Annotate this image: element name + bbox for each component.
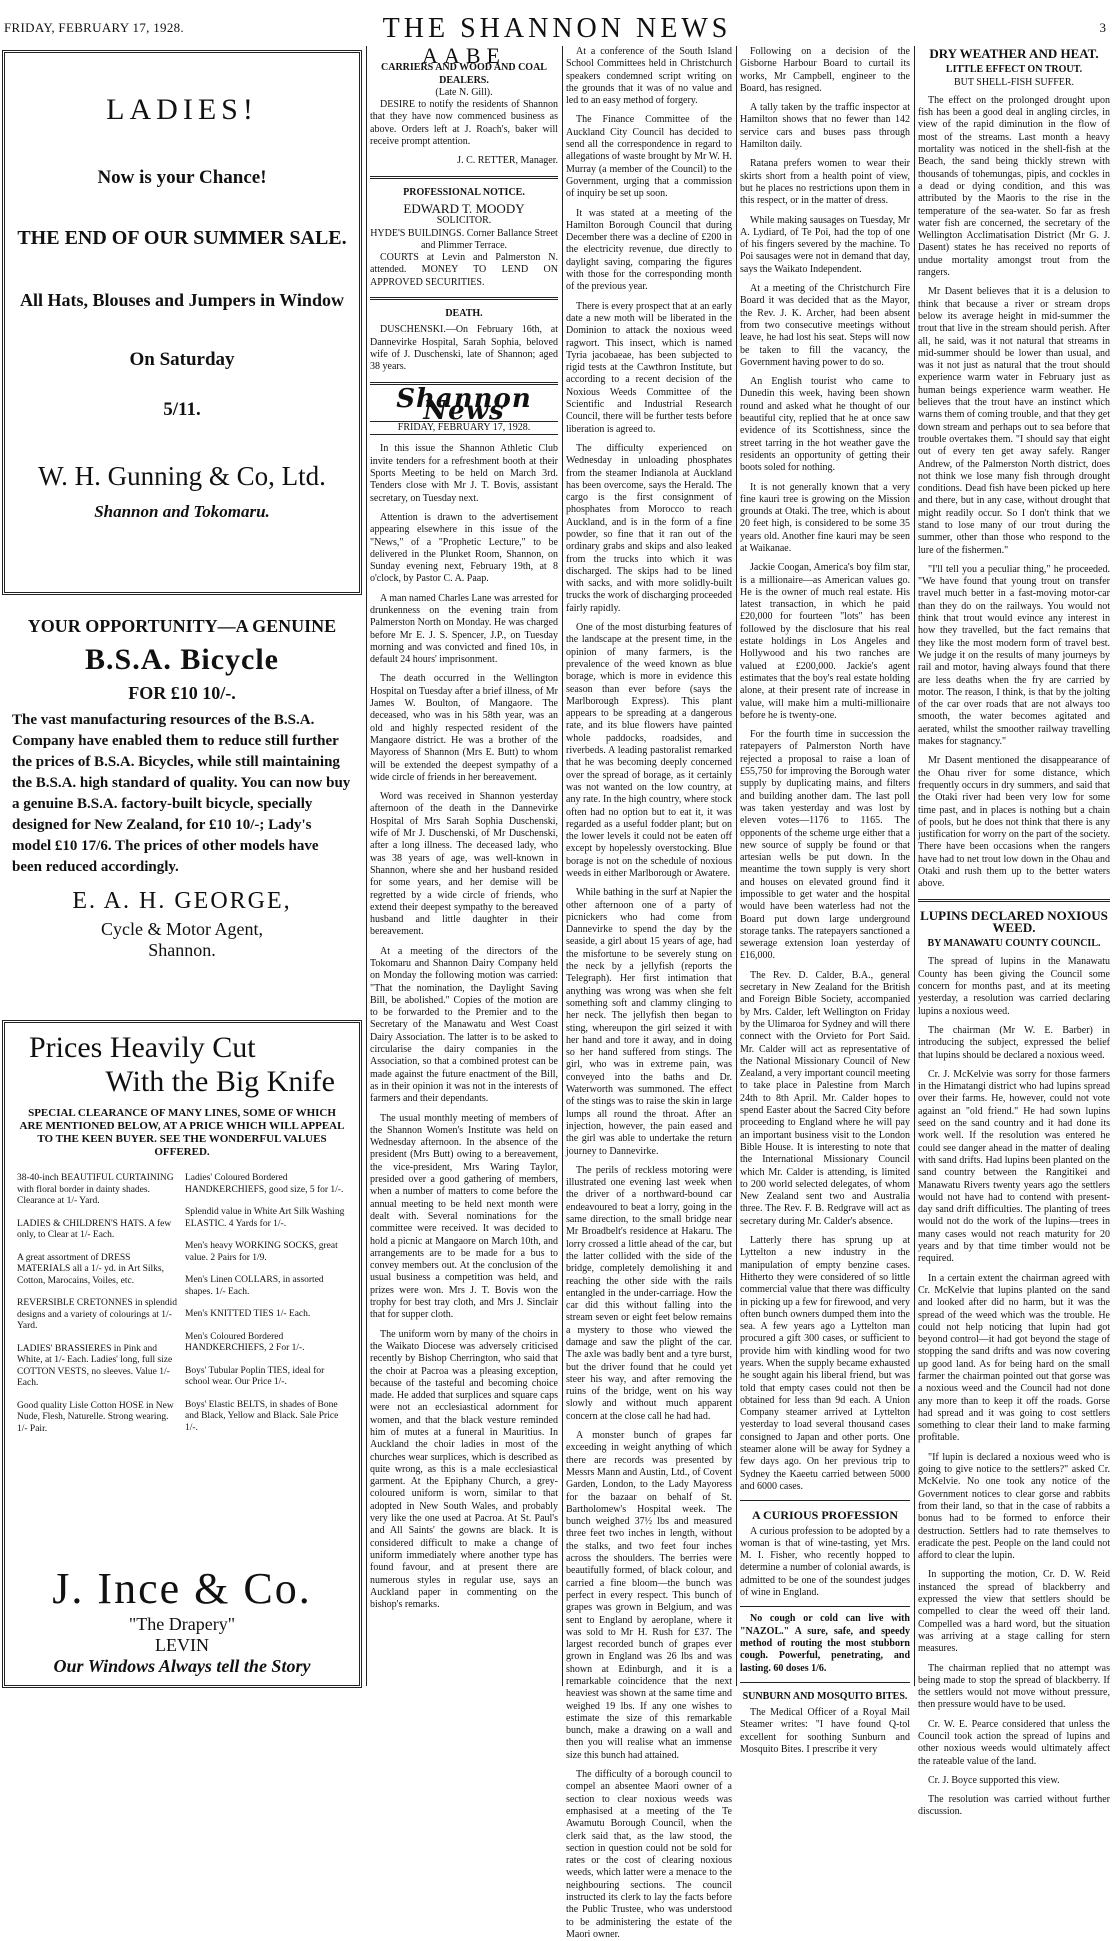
lupins-subtitle: BY MANAWATU COUNTY COUNCIL.: [927, 938, 1101, 950]
article-paragraph: While bathing in the surf at Napier the other afternoon one of a party of picnickers who had come from Dannevirke to spend the day by the seaside, a girl about 15 years of age, had the misfortune to be severely stung on the neck by a jellyfish (reports the Telegraph). Her first intimation that anything was wrong was when she felt something soft and clammy clinging to her neck. The jellyfish then began to sting, whereupon the girl seized it with her hand and tore it away, and in doing so her hand suffered from stings. The girl, who was in extreme pain, was conveyed into the baths and Dr. Waterworth was summoned. The effect of the stings was to raise the skin in large lumps all round the throat. After an injection, however, the pain eased and the girl was able to undertake the return journey to Dannevirke.: [566, 887, 732, 1157]
ad-line: YOUR OPPORTUNITY—A GENUINE: [27, 616, 337, 636]
article-paragraph: Attention is drawn to the advertisement appearing elsewhere in this issue of the "News," of a "Prophetic Lecture," to be delivered in the Plunket Room, Shannon, on Sunday evening next, February 19th, at 8 o'clock, by Pastor C. A. Paap.: [370, 511, 558, 585]
divider: [740, 1500, 910, 1501]
aabe-title: AABE: [422, 43, 506, 68]
ad-line: Now is your Chance!: [97, 167, 267, 188]
divider: [740, 1682, 910, 1683]
ad-headline: Prices Heavily Cut: [29, 1031, 256, 1064]
aabe-body: DESIRE to notify the residents of Shannon that they have now commenced business as above. Orders left at J. Roach's, baker will receive prompt attention.: [370, 99, 558, 148]
article-paragraph: An English tourist who came to Dunedin this week, having been shown round and asked what he thought of our beautiful city, replied that he at once saw evidence of its Scottishness, since the street tarring in the hot weather gave the residents an opportunity of getting their boots soled for nothing.: [740, 376, 910, 474]
article-paragraph: One of the most disturbing features of the landscape at the present time, in the opinion of many farmers, is the prevalence of the weed known as blue borage, which is more in evidence this season than ever before (says the Marlborough Express). This plant appears to be spreading at a dangerous rate, and its blue flowers have painted whole paddocks, roadsides, and riverbeds. A leading pastoralist remarked that he was becoming deeply concerned over the spread of borage, as it certainly was not wanted on the low country, at any rate. In the high country, where stock often had no option but to eat it, it was regarded as a useful fodder plant; but on the lower levels it could not be eaten off except by hopelessly overstocking. Blue borage is not on the schedule of noxious weeds in either Marlborough or Awatere.: [566, 622, 732, 879]
article-paragraph: "I'll tell you a peculiar thing," he proceeded. "We have found that young trout on transfer travel much better in a fast-moving motor-car than they do on the railways. You would not think that trout would evince any interest in how they travelled, but the fact remains that they like the most modern form of travel best. We judge it on the results of many journeys by rail and motor, having always found that there are less deaths when the fry are carried by motor. The reason, I think, is that by the jolting of the car over roads that are not always too smooth, the water becomes agitated and aerated, whilst the smoother railway travelling makes for stagnancy.": [918, 563, 1110, 748]
ad-town: Shannon.: [148, 940, 216, 960]
article-paragraph: For the fourth time in succession the ratepayers of Palmerston North have rejected a proposal to raise a loan of £55,750 for improving the Borough water supply by duplicating mains, and filters and building another dam. The last poll was taken yesterday and was lost by eleven votes—1176 to 1165. The opponents of the scheme urge either that a new source of supply be found or that artesian wells be put down. In the meantime the town supply is very short and houses on elevated ground find it impossible to get water and the hospital would have been waterless had not the Board put down large underground storage tanks. The ratepayers sanctioned a sewerage extension loan yesterday of £16,000.: [740, 729, 910, 962]
ad-headline: B.S.A. Bicycle: [85, 643, 279, 676]
column-3: [566, 46, 732, 1940]
offer-item: Men's heavy WORKING SOCKS, great value. 2 Pairs for 1/9.: [185, 1241, 338, 1263]
article-paragraph: In supporting the motion, Cr. D. W. Reid instanced the spread of blackberry and expressed the view that settlers should be compelled to clear the weed off their land. Compelled was a hard word, but the situation was arriving at a stage calling for stern measures.: [918, 1569, 1110, 1655]
divider: [370, 297, 558, 300]
column-2: [370, 43, 558, 1688]
offer-item: 38-40-inch BEAUTIFUL CURTAINING with floral border in dainty shades. Clearance at 1/- Yard.: [17, 1173, 174, 1206]
aabe-late: (Late N. Gill).: [435, 86, 493, 98]
ad-intro: SPECIAL CLEARANCE OF MANY LINES, SOME OF WHICH ARE MENTIONED BELOW, AT A PRICE WHICH WILL APPEAL TO THE KEEN BUYER. SEE THE WONDERFUL VALUES OFFERED.: [19, 1107, 345, 1158]
article-paragraph: Following on a decision of the Gisborne Harbour Board to curtail its works, Mr Campbell, engineer to the Board, has resigned.: [740, 46, 910, 94]
article-paragraph: The Finance Committee of the Auckland City Council has decided to send all the correspondence in regard to allegations of waste brought by Mr W. H. Murray (a member of the Council) to the Government, urging that a commission of inquiry be set up soon.: [566, 114, 732, 200]
professional-name: EDWARD T. MOODY: [403, 200, 525, 216]
ad-firm: W. H. Gunning & Co, Ltd.: [38, 461, 326, 491]
ad-body: The vast manufacturing resources of the B.S.A. Company have enabled them to reduce still further the prices of B.S.A. Bicycles, while still maintaining the B.S.A. high standard of quality. You can now buy a genuine B.S.A. factory-built bicycle, specially designed for New Zealand, for £10 10/-; Lady's model £10 17/6. The prices of other models have been reduced accordingly.: [12, 712, 351, 875]
article-paragraph: A tally taken by the traffic inspector at Hamilton shows that no fewer than 142 service cars and buses pass through Hamilton daily.: [740, 102, 910, 151]
article-paragraph: At a meeting of the Christchurch Fire Board it was decided that as the Mayor, the Rev. J. K. Archer, had been absent from two consecutive meetings without leave, he had lost his seat. Steps will now be taken to fill the vacancy, the Government having power to do so.: [740, 283, 910, 368]
article-paragraph: In this issue the Shannon Athletic Club invite tenders for a refreshment booth at their Sports Meeting to be held on March 3rd. Tenders close with Mr J. T. Bovis, assistant secretary, on Tuesday next.: [370, 443, 558, 504]
article-subtitle: LITTLE EFFECT ON TROUT.: [945, 64, 1083, 76]
offer-item: Boys' Elastic BELTS, in shades of Bone and Black, Yellow and Black. Sale Price 1/-.: [185, 1399, 339, 1433]
professional-address: HYDE'S BUILDINGS. Corner Ballance Street and Plimmer Terrace.: [370, 227, 558, 251]
article-title: DRY WEATHER AND HEAT.: [929, 46, 1099, 61]
column-rule: [914, 46, 915, 1686]
ad-line: All Hats, Blouses and Jumpers in Window: [20, 290, 344, 310]
nazol-ad: No cough or cold can live with "NAZOL." A sure, safe, and speedy method of routing the most stubborn cough. Powerful, penetrating, and lasting. 60 doses 1/6.: [740, 1613, 910, 1674]
offer-item: Ladies' Coloured Bordered HANDKERCHIEFS, good size, 5 for 1/-.: [185, 1173, 344, 1195]
article-paragraph: Cr. J. McKelvie was sorry for those farmers in the Himatangi district who had lupins spread over their farms. He, however, could not vote against an "old friend." He had sown lupins seed on the sand country and it had done its work well. If the resolution was entered he could see danger ahead in the matter of dealing with sand drifts. Had lupins been planted on the sand country between the Rangitikei and Manawatu Rivers twenty years ago the settlers would not have had to contend with present-day sand drift difficulties. The planting of trees would not do the work of the lupins—trees in many cases would not reach maturity for 20 years and by that time timber would not be required.: [918, 1068, 1110, 1265]
article-paragraph: The spread of lupins in the Manawatu County has been giving the Council some concern for months past, and at its meeting yesterday, a resolution was carried declaring lupins a noxious weed.: [918, 956, 1110, 1017]
ad-trade: Cycle & Motor Agent,: [101, 919, 263, 939]
newspaper-title: THE SHANNON NEWS: [382, 13, 732, 44]
page-number: 3: [1099, 20, 1106, 35]
professional-title: PROFESSIONAL NOTICE.: [403, 186, 525, 198]
offer-item: Splendid value in White Art Silk Washing ELASTIC. 4 Yards for 1/-.: [185, 1207, 345, 1229]
offer-list: [9, 1173, 355, 1446]
article-paragraph: The perils of reckless motoring were illustrated one evening last week when the driver of a northward-bound car endeavoured to beat a lorry, going in the same direction, to the small bridge near Mr Broadbelt's residence at Hakaru. The lorry crossed a little ahead of the car, but the latter collided with the side of the bridge, completely demolishing it and reaching the other side with the rails entangled in the under-carriage. How the car did this without falling into the stream seven or eight feet below remains a mystery to those who viewed the damage and saw the plight of the car. The axle was badly bent and a tyre burst, but the driver found that he could yet steer his way, and after removing the ruins of the bridge, went on his way slowly and without much apparent concern at the close call he had had.: [566, 1164, 732, 1422]
article-paragraph: The difficulty experienced on Wednesday in unloading phosphates from the steamer Indianola at Auckland has been overcome, says the Herald. The cargo is the first consignment of phosphates from Morocco to reach Auckland, and is in the form of a fine powder, so fine that it ran out of the ordinary grabs and skips and also leaked from the trucks into which it was discharged. The skips had to be lined with sacks, and with more solidly-built trucks the work of discharging proceeded fairly rapidly.: [566, 442, 732, 614]
offer-item: LADIES & CHILDREN'S HATS. A few only, to Clear at 1/- Each.: [17, 1218, 172, 1240]
death-notice: DUSCHENSKI.—On February 16th, at Dannevirke Hospital, Sarah Sophia, beloved wife of J. Duschenski, late of Shannon; aged 38 years.: [370, 324, 558, 373]
column-rule: [562, 46, 563, 1686]
lupins-title: LUPINS DECLARED NOXIOUS WEED.: [920, 907, 1108, 935]
article-paragraph: Mr Dasent mentioned the disappearance of the Ohau river for some distance, which frequently occurs in dry summers, and said that the Otaki river had been very low for some time past, and in places is nothing but a chain of pools, but he does not think that there is any justification for worry on the part of the society. There have been occasions when the rangers have had to net trout low down in the Ohau and Otaki and rush them up to the better waters above.: [918, 755, 1110, 890]
article-paragraph: The effect on the prolonged drought upon fish has been a good deal in angling circles, in view of the rapid diminution in the flow of most of the streams. Last month a heavy mortality was noticed in the shell-fish at the Beach, the sand being thickly strewn with thousands of tohemungas, pipis, and cockles in a dead or dying condition, and this was attributed by the Maoris to the rise in the temperature of the sea-water. So far as fresh water fish are concerned, the secretary of the Wellington Acclimatisation District (Mr G. J. Dasent) states he has received no reports of undue mortality amongst trout from the rangers.: [918, 94, 1110, 279]
article-paragraph: Mr Dasent believes that it is a delusion to think that because a river or stream drops below its average height in mid-summer the trout that live in the stream should perish. After all, he said, was it not natural that streams in mid-summer should be lower than usual, and was it not just as natural that the trout should experience warm water in February just as human beings experience warm weather. He believes that the trout have an instinct which warns them of coming trouble, and that they get down stream and perhaps out to sea before that trouble overtakes them. "I should say that eight out of every ten get away safely. Ranger Andrew, of the Palmerston North district, does not think we lose many fish through drought conditions. Dead fish have been picked up here and there, but in any case, without drought that might readily occur. So I don't think that we stand to lose many of our trout during the summer, other than those who respond to the lure of the fishermen.": [918, 286, 1110, 556]
offer-column-left: [17, 1173, 179, 1446]
masthead-date: FRIDAY, FEBRUARY 17, 1928.: [370, 421, 558, 435]
article-paragraph: Ratana prefers women to wear their skirts short from a health point of view, but he places no restrictions upon them in this respect, or in the matter of dress.: [740, 158, 910, 207]
offer-item: A great assortment of DRESS MATERIALS all a 1/- yd. in Art Silks, Cotton, Marocains, Voiles, etc.: [17, 1252, 164, 1286]
article-paragraph: "If lupin is declared a noxious weed who is going to give notice to the settlers?" asked Cr. McKelvie. No one took any notice of the Government notices to clear gorse and rabbits from their land, so that in the case of rabbits a bonus had to be formed to enforce their destruction. Settlers had to rate themselves to eradicate the pest. People on the land could not afford to clear the lupin.: [918, 1451, 1110, 1562]
ad-firm: J. Ince & Co.: [52, 1564, 312, 1613]
curious-body: A curious profession to be adopted by a woman is that of wine-tasting, yet Mrs. M. I. Fisher, who recently hopped to determine a number of colonial awards, is admitted to be one of the soundest judges of wine in England.: [740, 1525, 910, 1599]
ad-firm: E. A. H. GEORGE,: [72, 888, 292, 914]
article-paragraph: At a conference of the South Island School Committees held in Christchurch speakers condemned script writing on the grounds that it was of no value and led to an easy method of forgery.: [566, 46, 732, 107]
masthead: Shannon News: [396, 383, 532, 426]
article-paragraph: There is every prospect that at an early date a new moth will be liberated in the Dominion to attack the noxious weed ragwort. This insect, which is named Tyria jacobaeae, has been subjected to rigid tests at the Cawthron Institute, but according to a recent decision of the Noxious Weeds Committee of the Scientific and Industrial Research Council, there will be further tests before liberation is agreed to.: [566, 300, 732, 435]
article-paragraph: In a certain extent the chairman agreed with Cr. McKelvie that lupins planted on the sand and looked after did no harm, but it was the spread of the weed which was the trouble. He could not help noticing that lupin had got beyond control—it had got beyond the stage of stopping the sand drifts and was now covering up good land. As for being hard on the small farmer the chairman pointed out that gorse was a noxious weed and the Council had not done any more than to keep it off the roads. Gorse had spread and it was going to cost settlers something to clear their land to make farming profitable.: [918, 1272, 1110, 1444]
sunburn-body: The Medical Officer of a Royal Mail Steamer writes: "I have found Q-tol excellent for soothing Sunburn and Mosquito Bites. I prescribe it very: [740, 1707, 910, 1755]
offer-item: Good quality Lisle Cotton HOSE in New Nude, Flesh, Naturelle. Strong wearing. 1/- Pair.: [17, 1400, 174, 1434]
column-5: [918, 46, 1110, 1818]
article-paragraph: While making sausages on Tuesday, Mr A. Lydiard, of Te Poi, had the top of one of his fingers severed by the machine. To Poi sausages were not in demand that day, says the Waikato Independent.: [740, 214, 910, 275]
article-paragraph: Cr. W. E. Pearce considered that unless the Council took action the spread of lupins and other noxious weeds would ultimately affect the rateable value of the land.: [918, 1718, 1110, 1767]
article-paragraph: The usual monthly meeting of members of the Shannon Women's Institute was held on Wednesday afternoon. In the absence of the president (Mrs Butt) owing to a bereavement, the vice-president, Mrs Waring Taylor, presided over a good gathering of members, when a number of matters to come before the annual meeting to be held next month were dealt with. Several nominations for the committee were received. It was decided to hold a picnic at Mangaore on March 10th, and arrangements are to be made for a bus to convey members out. At the conclusion of the usual business a competition was held, and prizes were won. Mrs J. T. Bovis won the trophy for best tray cloth, and Mrs J. Sinclair that for supper cloth.: [370, 1112, 558, 1321]
offer-item: Men's KNITTED TIES 1/- Each.: [185, 1309, 311, 1319]
professional-body: COURTS at Levin and Palmerston N. attended. MONEY TO LEND ON APPROVED SECURITIES.: [370, 252, 558, 288]
ad-slogan: Our Windows Always tell the Story: [53, 1656, 311, 1676]
ad-headline: With the Big Knife: [105, 1065, 335, 1098]
article-paragraph: Jackie Coogan, America's boy film star, is a millionaire—as American values go. He is the owner of much real estate. His latest transaction, in which he paid £20,000 for fourteen "lots" has been followed by the disclosure that his real estate holdings in Los Angeles and Hollywood and his two ranches are valued at £200,000. Jackie's agent estimates that the boy's real estate holding alone, at their present rate of increase in value, will make him a multi-millionaire before he is twenty-one.: [740, 562, 910, 721]
article-paragraph: Word was received in Shannon yesterday afternoon of the death in the Dannevirke Hospital of Mrs Sarah Sophia Duschenski, wife of Mr J. Duschenski, of Mr Duschenski, after a long illness. The deceased lady, who was 38 years of age, was well-known in Shannon, where she and her husband resided for some years, and her demise will be regretted by a wide circle of friends, who extend their deepest sympathy to the bereaved husband and little daughter in their bereavement.: [370, 791, 558, 938]
offer-item: LADIES' BRASSIERES in Pink and White, at 1/- Each. Ladies' long, full size COTTON VESTS, no sleeves. Value 1/- Each.: [17, 1343, 173, 1388]
article-paragraph: It is not generally known that a very fine kauri tree is growing on the Mission grounds at Otaki. The tree, which is about 20 feet high, is considered to be some 35 years old. Another fine kauri may be seen at Waikanae.: [740, 481, 910, 554]
issue-date: FRIDAY, FEBRUARY 17, 1928.: [4, 20, 184, 35]
offer-item: REVERSIBLE CRETONNES in splendid designs and a variety of colourings at 1/- Yard.: [17, 1298, 178, 1331]
ad-line: On Saturday: [129, 349, 235, 370]
article-paragraph: It was stated at a meeting of the Hamilton Borough Council that during December there was a decline of £200 in the electricity revenue, due directly to daylight saving, comparing the figures with those for the corresponding month of the previous year.: [566, 207, 732, 293]
bsa-bicycle-ad: [2, 608, 362, 1008]
professional-role: SOLICITOR.: [436, 215, 492, 227]
article-paragraph: The chairman replied that no attempt was being made to stop the spread of blackberry. If the settlers would not move without pressure, then pressure would have to be used.: [918, 1662, 1110, 1711]
divider: [740, 1606, 910, 1607]
ad-headline: LADIES!: [106, 93, 258, 126]
aabe-subtitle: CARRIERS AND WOOD AND COAL DEALERS.: [381, 62, 547, 86]
ad-line: THE END OF OUR SUMMER SALE.: [17, 227, 347, 249]
column-4: [740, 46, 910, 1755]
curious-title: A CURIOUS PROFESSION: [751, 1508, 899, 1523]
page-header: [0, 0, 1114, 44]
divider: [370, 176, 558, 179]
ad-price: FOR £10 10/-.: [128, 683, 236, 703]
article-subtitle: BUT SHELL-FISH SUFFER.: [953, 76, 1075, 88]
ad-towns: Shannon and Tokomaru.: [94, 502, 270, 521]
offer-item: Boys' Tubular Poplin TIES, ideal for school wear. Our Price 1/-.: [185, 1365, 325, 1387]
article-paragraph: Cr. J. Boyce supported this view.: [928, 1774, 1060, 1786]
article-paragraph: The resolution was carried without further discussion.: [918, 1794, 1110, 1818]
offer-column-right: [185, 1173, 347, 1446]
article-paragraph: The Rev. D. Calder, B.A., general secretary in New Zealand for the British and Foreign Bible Society, accompanied by Mrs. Calder, left Wellington on Friday by the Ulimaroa for Sydney and will there connect with the Orvieto for Port Said. Mr. Calder will act as representative of the National Missionary Council of New Zealand, a very important council meeting to take place in Palestine from March 24th to 8th April. Mr. Calder hopes to spend Easter about the Sacred City before proceeding to England where he will pay an important business visit to the London Bible House. It is interesting to note that the International Missionary Council which Mr. Calder is attending, is limited to 200 world selected delegates, of whom New Zealand sent two and Australia three. The Rev. F. B. Redgrave will act as secretary during Mr. Calder's absence.: [740, 969, 910, 1227]
ince-clearance-ad: [2, 1020, 362, 1688]
article-paragraph: Latterly there has sprung up at Lyttelton a new industry in the manipulation of empty benzine cases. Hitherto they were considered of so little commercial value that there was difficulty in picking up a few for firewood, and very often bunch owners dumped them into the sea. A few years ago a Lyttelton man procured a gift 300 cases, or sufficient to provide him with kindling wood for two years. When the supply became exhausted he sought again his liberal friend, but was told that empty cases could not then be obtained for less than 9d each. A Union Company steamer arrived at Lyttelton yesterday to load several thousand cases consigned to Japan and other ports. One steamer alone will be away for Sydney a few days ago. On her previous trip to Sydney the Kaeetu carried between 5000 and 6000 cases.: [740, 1235, 910, 1492]
offer-item: Men's Linen COLLARS, in assorted shapes. 1/- Each.: [185, 1275, 324, 1297]
offer-item: Men's Coloured Bordered HANDKERCHIEFS, 2 For 1/-.: [185, 1331, 305, 1353]
ladies-sale-ad: [2, 50, 362, 595]
article-paragraph: A monster bunch of grapes far exceeding in weight anything of which there are records was presented by Messrs Mann and Austin, Ltd., of Covent Garden, London, to the Lady Mayoress for the bazaar on behalf of St. Bartholomew's Hospital week. The bunch weighed 37½ lbs and measured three feet two inches in length, without the stalks, and two feet four inches across the shoulders. The berries were beautifully formed, of black colour, and carried a fine bloom—the bunch was perfect in every respect. This bunch of grapes was grown in Belgium, and was sent to England by aeroplane, where it was sold to Mr H. Rush for £37. The largest recorded bunch of grapes ever grown in England was 26 lbs and was shown at Edinburgh, and it is a remarkable coincidence that the next heaviest was shown at the same time and weighed 19 lbs. If any one wishes to estimate the size of this remarkable bunch, make a drawing on a wall and then you will realise what an immense size this bunch had attained.: [566, 1430, 732, 1761]
article-paragraph: A man named Charles Lane was arrested for drunkenness on the evening train from Palmerston North on Monday. He was charged before Mr E. J. S. Spencer, J.P., on Tuesday morning and was convicted and fined 10s, in default 24 hours' imprisonment.: [370, 592, 558, 666]
ad-town: LEVIN: [155, 1635, 209, 1655]
article-paragraph: The death occurred in the Wellington Hospital on Tuesday after a brief illness, of Mr James W. Boulton, of Mangaore. The deceased, who was in his 58th year, was an old and highly respected resident of the Mangaore district. He was a brother of the Mayoress of Shannon (Mrs E. Butt) to whom will be extended the deepest sympathy of a wide circle of friends in her bereavement.: [370, 673, 558, 783]
article-paragraph: At a meeting of the directors of the Tokomaru and Shannon Dairy Company held on Monday the following motion was carried: "That the nomination, the Daylight Saving Bill, be abolished." Copies of the motion are to be forwarded to the Premier and to the Secretary of the Manawatu and West Coast Dairy Association. The latter is to be asked to circularise the dairy companies in the Association, so that a combined protest can be made against the future enactment of the Bill, as in their opinion it was not in the interests of farmers and their dependants.: [370, 945, 558, 1105]
death-title: DEATH.: [445, 308, 483, 320]
ad-sub: "The Drapery": [128, 1614, 236, 1634]
sunburn-title: SUNBURN AND MOSQUITO BITES.: [742, 1690, 908, 1702]
article-paragraph: The difficulty of a borough council to compel an absentee Maori owner of a section to clear noxious weeds was emphasised at a meeting of the Te Awamutu Borough Council, when the clerk said that, as the law stood, the section in question could not be sold for rates or the cost of clearing noxious weeds, which latter were a menace to the neighbouring sections. The council instructed its clerk to lay the facts before the Public Trustee, who was understood to be administering the estate of the Maori owner.: [566, 1769, 732, 1940]
aabe-signature: J. C. RETTER, Manager.: [457, 155, 558, 167]
article-paragraph: The uniform worn by many of the choirs in the Waikato Diocese was adversely criticised recently by Bishop Cherrington, who said that the choir at Pacroa was a pleasing exception, because of the tasteful and becoming choice made. He added that surplices and square caps were not an ecclesiastical adornment for women, and that the black vesture reminded him of mutes at a funeral in Mauritius. In Auckland the choir ladies in most of the churches wear surplices, which is described as quite wrong, as this is a male ecclesiastical garment. At the Epiphany Church, a grey-coloured uniform is worn, similar to that adopted in New South Wales, and probably very like the one used at Pacroa. At St. Paul's and All Saints' the gowns are black. It is considered difficult to make a change of uniform immediately where another type has found favour, and at present there are numerous styles in regular use, says an Auckland paper in commenting on the bishop's remarks.: [370, 1328, 558, 1611]
ad-price: 5/11.: [163, 399, 201, 420]
column-rule: [736, 46, 737, 1686]
column-rule: [366, 46, 367, 1686]
article-paragraph: The chairman (Mr W. E. Barber) in introducing the subject, expressed the belief that lupins should be declared a noxious weed.: [918, 1024, 1110, 1061]
divider: [918, 899, 1110, 902]
